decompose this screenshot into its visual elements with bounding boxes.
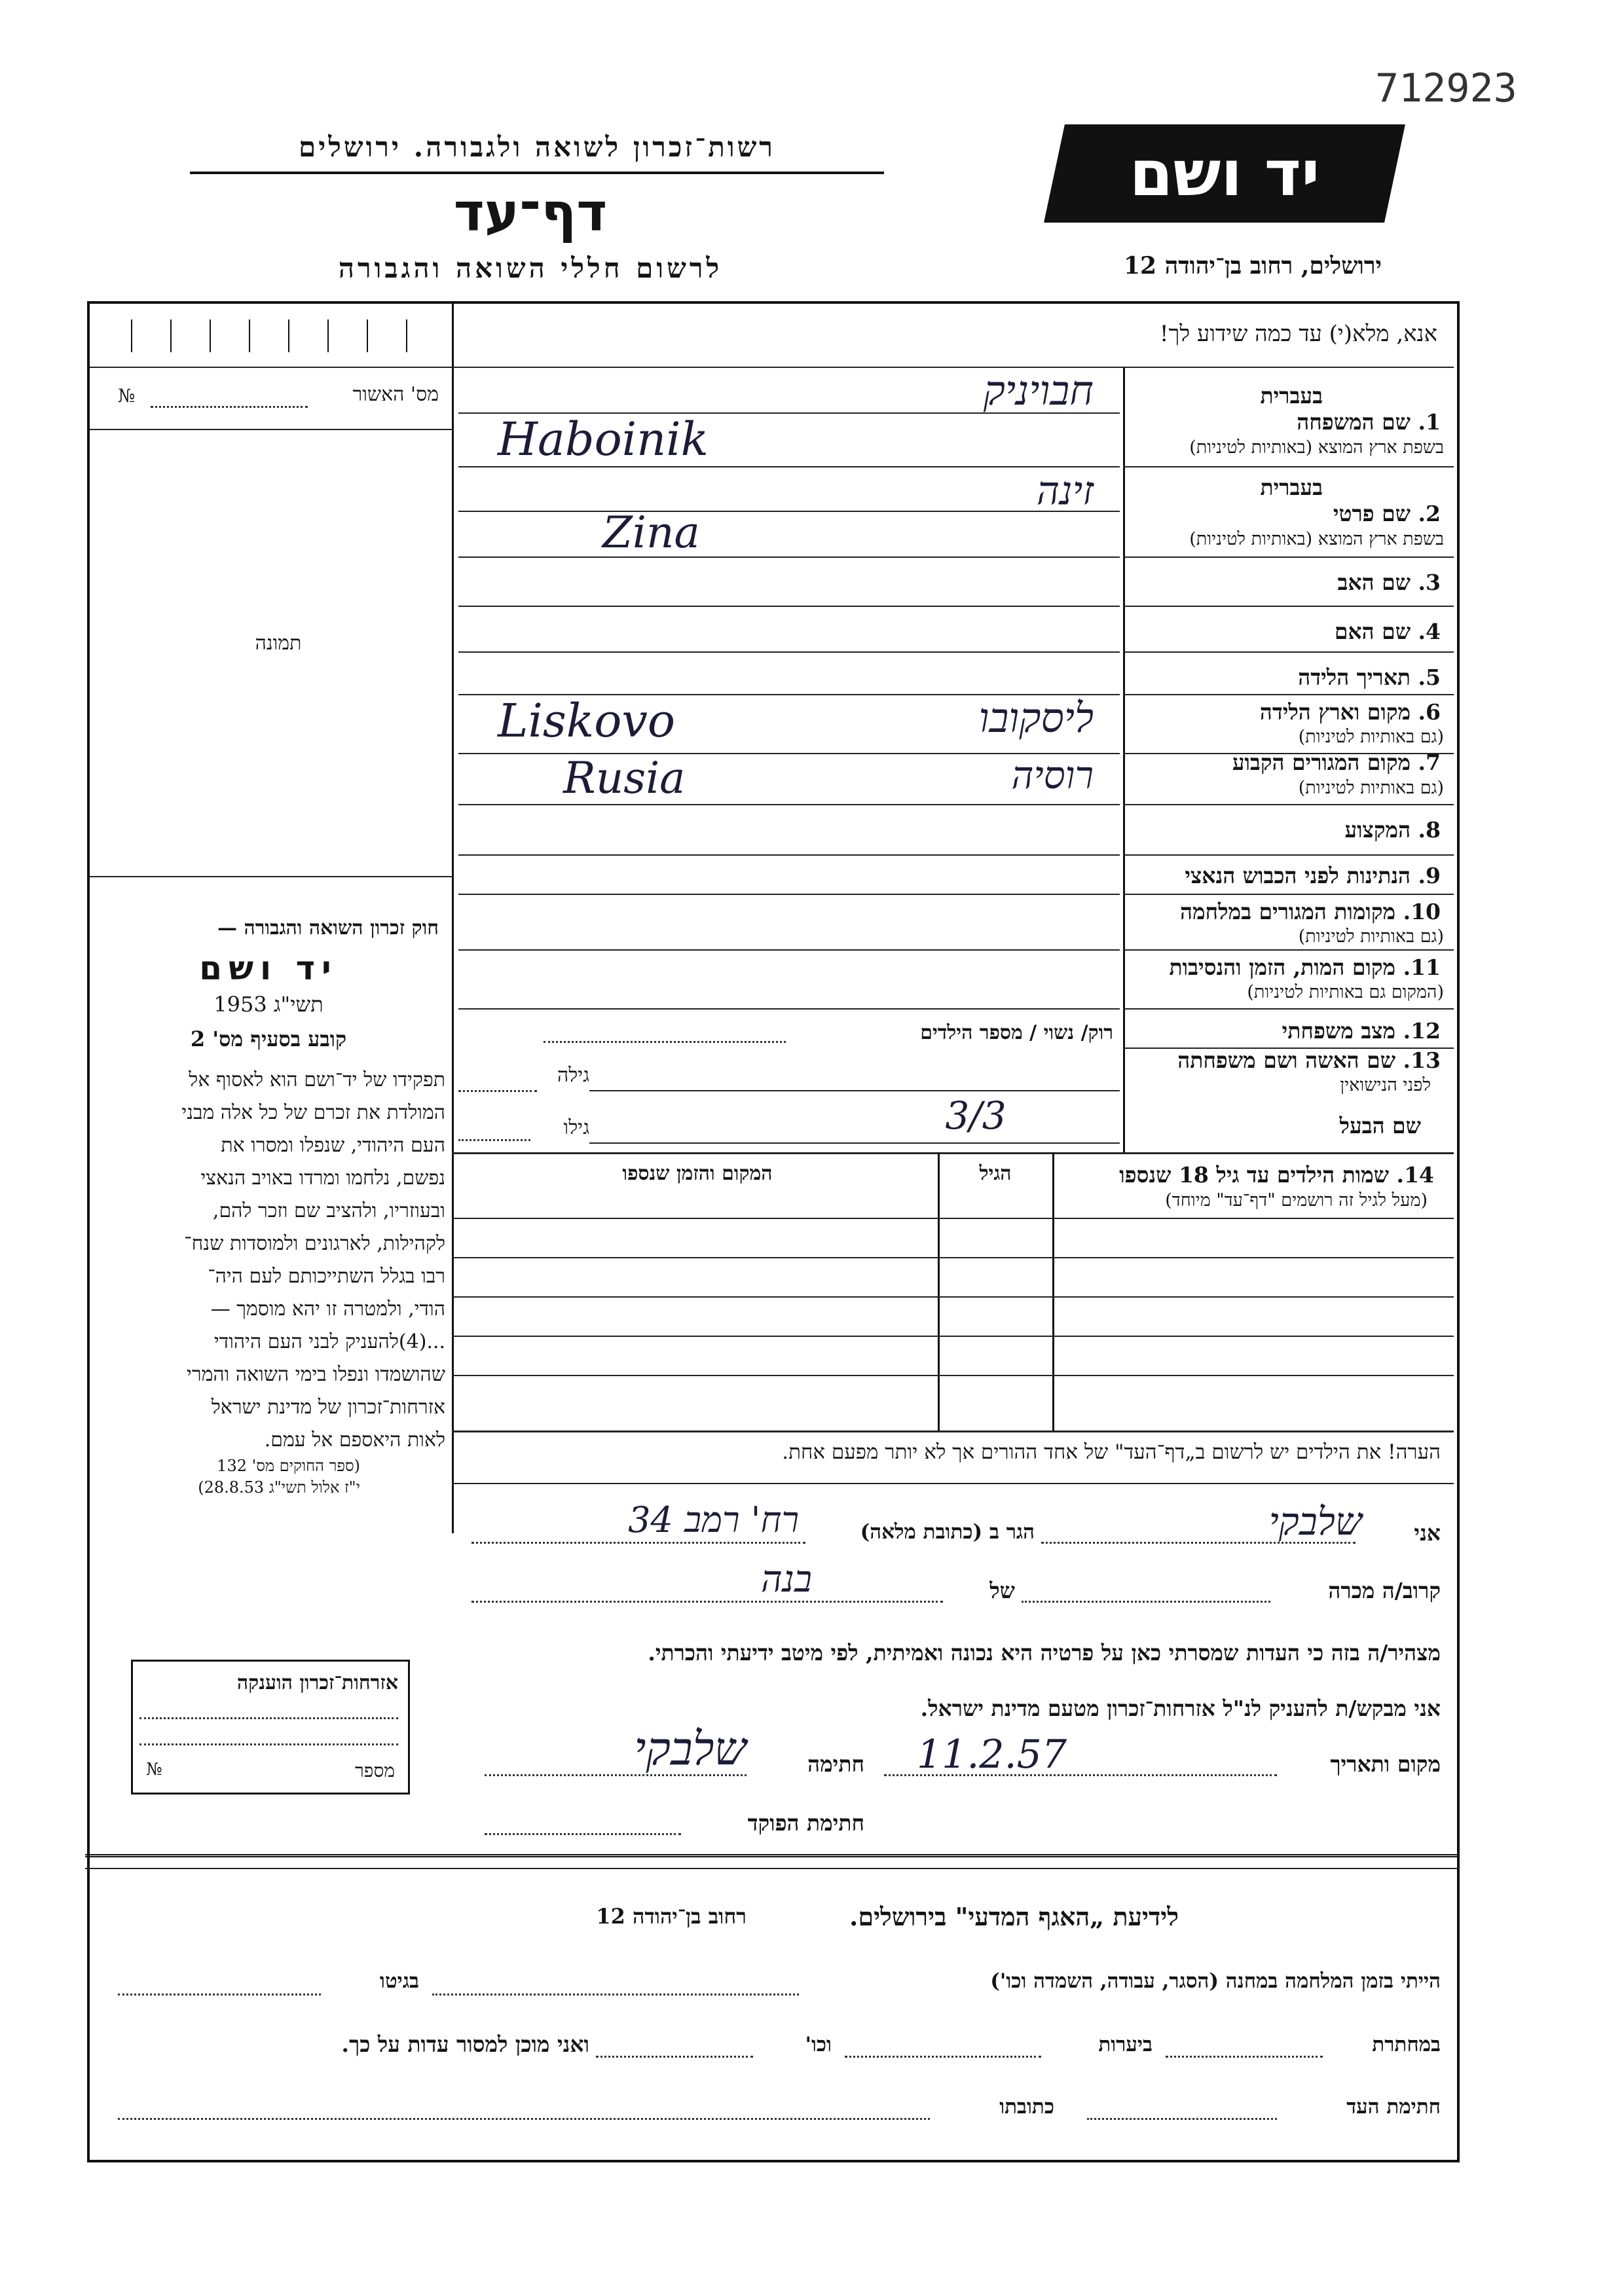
cert-number-dots bbox=[151, 406, 308, 408]
witness-address-line-dots bbox=[118, 2118, 930, 2120]
witness-address-label: כתובתו bbox=[999, 2095, 1054, 2119]
q14-note: (מעל לגיל זה רושמים "דף־עד" מיוחד) bbox=[1165, 1190, 1428, 1211]
bottom-line1: הייתי בזמן המלחמה במחנה (הסגר, עבודה, השמדה וכו') bbox=[990, 1969, 1441, 1993]
q14-label: 14. שמות הילדים עד גיל 18 שנספו bbox=[1119, 1162, 1434, 1188]
sign-date: 11.2.57 bbox=[917, 1732, 1067, 1777]
place-date-label: מקום ותאריך bbox=[1330, 1751, 1441, 1777]
q10-label: 10. מקומות המגורים במלחמה bbox=[1180, 899, 1441, 924]
q6-note: (גם באותיות לטיניות) bbox=[1298, 727, 1444, 747]
relation-value: בנה bbox=[760, 1558, 812, 1601]
col-place-header: המקום והזמן שנספו bbox=[622, 1162, 773, 1185]
bottom-address: רחוב בן־יהודה 12 bbox=[596, 1904, 747, 1929]
q10-note: (גם באותיות לטיניות) bbox=[1298, 926, 1444, 947]
q4-line bbox=[458, 651, 1120, 653]
q2-line-a bbox=[458, 511, 1120, 512]
law-title: חוק זכרון השואה והגבורה — bbox=[217, 917, 439, 939]
witness-address-dots bbox=[471, 1542, 805, 1544]
logo-text: יד ושם bbox=[1129, 137, 1320, 210]
table-divider-1 bbox=[938, 1152, 940, 1430]
q2-hebrew-tag: בעברית bbox=[1260, 475, 1323, 500]
signature-dots bbox=[485, 1774, 747, 1776]
q11-note: (המקום גם באותיות לטיניות) bbox=[1247, 982, 1444, 1002]
q8-row-bottom bbox=[1123, 854, 1454, 856]
decl-of: של bbox=[989, 1578, 1015, 1603]
law-line: רבו בגלל השתייכותם לעם היה־ bbox=[208, 1265, 445, 1288]
q7-row-bottom bbox=[1123, 804, 1454, 805]
q5-label: 5. תאריך הלידה bbox=[1298, 665, 1441, 690]
ghetto-label: בגיטו bbox=[380, 1969, 419, 1993]
decl-request: אני מבקש/ת להעניק לנ"ל אזרחות־זכרון מטעם מדינת ישראל. bbox=[920, 1696, 1441, 1721]
citizenship-box bbox=[131, 1660, 410, 1795]
table-divider-2 bbox=[1052, 1152, 1054, 1430]
citizenship-number-label: מספר bbox=[355, 1760, 395, 1781]
fill-instruction: אנא, מלא(י) עד כמה שידוע לך! bbox=[1159, 321, 1437, 347]
q1-note: בשפת ארץ המוצא (באותיות לטיניות) bbox=[1189, 437, 1444, 458]
citizenship-title: אזרחות־זכרון הוענקה bbox=[236, 1671, 398, 1694]
q11-line bbox=[458, 1008, 1120, 1010]
col-age-header: הגיל bbox=[979, 1162, 1012, 1185]
citizenship-dots-2 bbox=[139, 1743, 398, 1745]
q9-row-bottom bbox=[1123, 894, 1454, 895]
witness-signature-label: חתימת העד bbox=[1346, 2095, 1441, 2119]
law-line: לקהילות, לארגונים ולמוסדות שנח־ bbox=[184, 1232, 445, 1255]
surname-hebrew: חבויניק bbox=[983, 367, 1094, 414]
index-row-line bbox=[90, 367, 452, 368]
q12-label: 12. מצב משפחתי bbox=[1282, 1018, 1441, 1044]
q1-label: 1. שם המשפחה bbox=[1297, 409, 1441, 435]
q3-line bbox=[458, 606, 1120, 607]
place-date-dots bbox=[884, 1774, 1277, 1776]
law-line: שהושמדו ונפלו בימי השואה והמרי bbox=[186, 1363, 445, 1386]
q1-row-bottom bbox=[1123, 466, 1454, 467]
law-name: יד ושם bbox=[199, 949, 338, 987]
surname-latin: Haboinik bbox=[498, 412, 709, 466]
firstname-hebrew: זינה bbox=[1036, 468, 1094, 514]
q13-line bbox=[589, 1090, 1120, 1091]
q2-label: 2. שם פרטי bbox=[1333, 501, 1441, 526]
decl-statement: מצהיר/ה בזה כי העדות שמסרתי כאן על פרטיה היא נכונה ואמיתית, לפי מיטב ידיעתי והכרתי. bbox=[648, 1640, 1441, 1666]
kids-count: 3/3 bbox=[945, 1093, 1006, 1138]
q1-line-b bbox=[458, 466, 1120, 467]
kids-count-dots bbox=[544, 1041, 786, 1043]
left-column-divider bbox=[452, 304, 454, 1533]
q6-label: 6. מקום וארץ הלידה bbox=[1259, 699, 1441, 725]
decl-i: אני bbox=[1414, 1520, 1441, 1546]
citizenship-number-sign: № bbox=[146, 1760, 162, 1779]
authority-title: רשות־זכרון לשואה ולגבורה. ירושלים bbox=[299, 131, 775, 163]
q9-label: 9. הנתינות לפני הכבוש הנאצי bbox=[1185, 863, 1441, 888]
q13-label: 13. שם האשה ושם משפחתה bbox=[1177, 1048, 1441, 1073]
q7-note: (גם באותיות לטיניות) bbox=[1298, 778, 1444, 798]
archive-number: 712923 bbox=[1375, 65, 1517, 111]
table-bottom bbox=[452, 1430, 1454, 1432]
q8-line bbox=[458, 854, 1120, 856]
table-row-1 bbox=[452, 1218, 1454, 1219]
header-address: ירושלים, רחוב בן־יהודה 12 bbox=[1123, 252, 1382, 280]
q7-line bbox=[458, 804, 1120, 805]
law-year: תשי"ג 1953 bbox=[213, 992, 323, 1017]
cert-number-sign: № bbox=[118, 385, 136, 407]
forests-label: ביערות bbox=[1098, 2033, 1153, 2056]
q4-label: 4. שם האם bbox=[1334, 619, 1441, 644]
witness-name-dots bbox=[1041, 1542, 1356, 1544]
birthplace-hebrew: ליסקובו bbox=[978, 694, 1094, 742]
yad-vashem-logo bbox=[1044, 124, 1405, 223]
q7-label: 7. מקום המגורים הקבוע bbox=[1232, 750, 1441, 775]
relation-name-dots bbox=[471, 1601, 943, 1603]
law-line: נפשם, נלחמו ומרדו באויב הנאצי bbox=[200, 1167, 445, 1190]
witness-signature: שלבקי bbox=[634, 1722, 747, 1776]
children-note: הערה! את הילדים יש לרשום ב„דף־העד" של אחד ההורים אך לא יותר מפעם אחת. bbox=[782, 1440, 1441, 1464]
q5-row-bottom bbox=[1123, 694, 1454, 695]
law-line: תפקידו של יד־ושם הוא לאסוף אל bbox=[189, 1068, 445, 1091]
photo-label: תמונה bbox=[255, 632, 302, 655]
ready-label: ואני מוכן למסור עדות על כך. bbox=[341, 2032, 589, 2057]
firstname-latin: Zina bbox=[602, 507, 700, 558]
law-line: ובעוזריו, ולהציב שם וזכר להם, bbox=[212, 1199, 445, 1222]
bottom-section-divider-2 bbox=[85, 1868, 1457, 1869]
husband-label: שם הבעל bbox=[1339, 1113, 1421, 1139]
underground-dots bbox=[1166, 2056, 1323, 2058]
q13-row-bottom bbox=[452, 1152, 1454, 1154]
husband-age-label: גילו bbox=[563, 1116, 589, 1139]
q8-label: 8. המקצוע bbox=[1344, 817, 1441, 843]
q12-options: רוק/ נשוי / מספר הילדים bbox=[920, 1021, 1113, 1044]
country-hebrew: רוסיה bbox=[1011, 753, 1094, 797]
cert-number-label: מס' האשור bbox=[352, 383, 439, 406]
q11-label: 11. מקום המות, הזמן והנסיבות bbox=[1169, 955, 1441, 980]
table-row-4 bbox=[452, 1336, 1454, 1337]
forests-dots bbox=[845, 2056, 1041, 2058]
photo-bottom-line bbox=[90, 876, 452, 877]
law-line: העם היהודי, שנפלו ומסרו את bbox=[221, 1134, 445, 1157]
wife-age-dots bbox=[458, 1090, 537, 1092]
law-line: הודי, ולמטרה זו יהא מוסמך — bbox=[210, 1298, 445, 1321]
witness-signature-dots bbox=[1087, 2118, 1277, 2120]
table-row-5 bbox=[452, 1375, 1454, 1376]
q1-hebrew-tag: בעברית bbox=[1260, 383, 1323, 409]
wife-age-label: גילה bbox=[557, 1064, 589, 1087]
camp-dots bbox=[432, 1994, 799, 1995]
birthplace-latin: Liskovo bbox=[498, 694, 676, 748]
law-line: לאות היאספם אל עמם. bbox=[264, 1429, 445, 1451]
label-column-divider bbox=[1123, 367, 1125, 1152]
form-title: דף־עד bbox=[453, 182, 608, 243]
q2-note: בשפת ארץ המוצא (באותיות לטיניות) bbox=[1189, 529, 1444, 549]
q3-row-bottom bbox=[1123, 606, 1454, 607]
etc-label: וכו' bbox=[805, 2033, 832, 2056]
officer-signature-dots bbox=[485, 1833, 681, 1835]
bottom-section-divider bbox=[85, 1854, 1457, 1857]
law-line: המולדת את זכרם של כל אלה מבני bbox=[181, 1101, 445, 1124]
q4-row-bottom bbox=[1123, 651, 1454, 653]
q10-line bbox=[458, 949, 1120, 951]
note-row-bottom bbox=[452, 1483, 1454, 1484]
witness-address: רח' רמב 34 bbox=[628, 1499, 799, 1540]
husband-line bbox=[589, 1142, 1120, 1144]
country-latin: Rusia bbox=[563, 753, 686, 803]
relation-dots bbox=[1022, 1601, 1270, 1603]
q13-note: לפני הנישואין bbox=[1340, 1075, 1431, 1095]
law-ref-2: י"ז אלול תשי"ג 28.8.53) bbox=[198, 1478, 360, 1497]
officer-signature-label: חתימת הפוקד bbox=[747, 1810, 864, 1836]
authority-underline bbox=[190, 172, 884, 174]
form-subtitle: לרשום חללי השואה והגבורה bbox=[338, 252, 723, 284]
q11-row-bottom bbox=[1123, 1008, 1454, 1010]
decl-relative: קרוב/ה מכרה bbox=[1328, 1578, 1441, 1603]
decl-resides: הגר ב (כתובת מלאה) bbox=[860, 1520, 1035, 1544]
ghetto-dots bbox=[118, 1994, 321, 1995]
q2-row-bottom bbox=[1123, 556, 1454, 558]
index-marks bbox=[118, 319, 439, 352]
q2-line-b bbox=[458, 556, 1120, 558]
underground-label: במחתרת bbox=[1372, 2033, 1441, 2056]
table-row-2 bbox=[452, 1257, 1454, 1258]
table-row-3 bbox=[452, 1296, 1454, 1298]
cert-row-line bbox=[90, 429, 452, 430]
etc-dots bbox=[596, 2056, 753, 2058]
q10-row-bottom bbox=[1123, 949, 1454, 951]
law-body bbox=[95, 1064, 445, 1457]
witness-name: שלבקי bbox=[1268, 1499, 1362, 1544]
law-section: קובע בסעיף מס' 2 bbox=[190, 1027, 347, 1051]
law-line: אזרחות־זכרון של מדינת ישראל bbox=[211, 1396, 445, 1419]
signature-label: חתימה bbox=[807, 1751, 864, 1777]
citizenship-dots-1 bbox=[139, 1717, 398, 1719]
q3-label: 3. שם האב bbox=[1337, 570, 1441, 595]
bottom-heading: לידיעת „האגף המדעי" בירושלים. bbox=[849, 1902, 1179, 1931]
q9-line bbox=[458, 894, 1120, 895]
husband-age-dots bbox=[458, 1139, 530, 1141]
law-ref-1: (ספר החוקים מס' 132 bbox=[217, 1457, 360, 1475]
law-line: ...(4)להעניק לבני העם היהודי bbox=[213, 1330, 445, 1353]
